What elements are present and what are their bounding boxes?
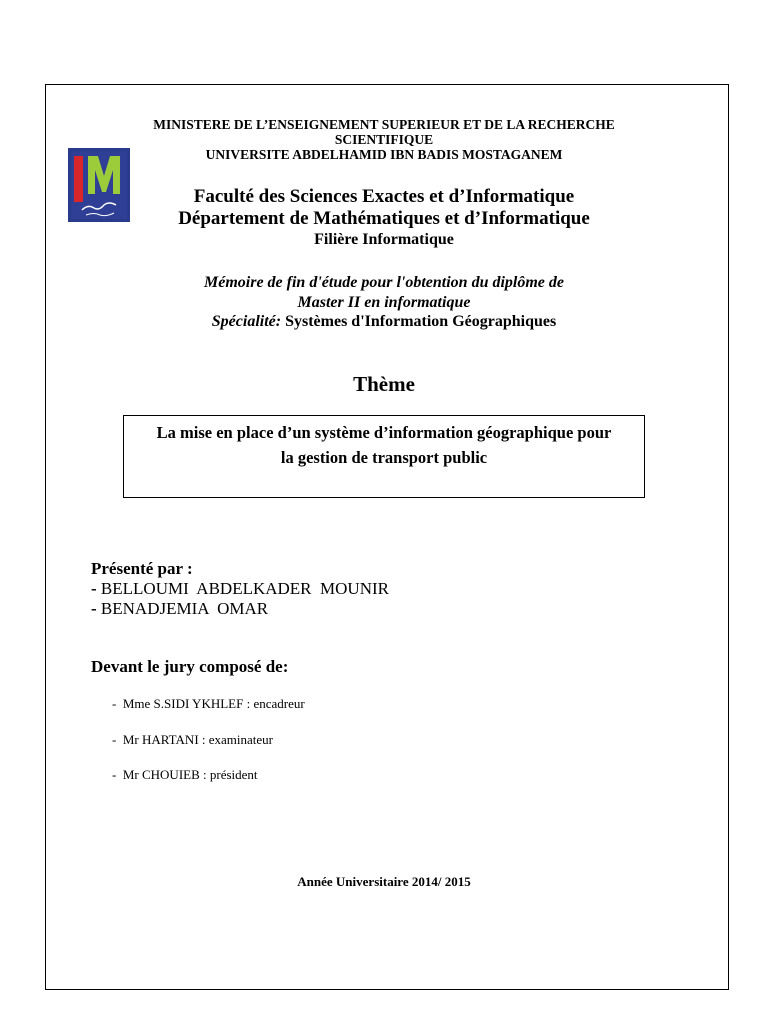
author-1-name: BELLOUMI ABDELKADER MOUNIR	[100, 579, 389, 598]
filiere: Filière Informatique	[314, 231, 454, 248]
memoire-line-2: Master II en informatique	[297, 293, 471, 311]
ministry-line-1: MINISTERE DE L’ENSEIGNEMENT SUPERIEUR ET DE LA RECHERCHE	[153, 117, 615, 132]
memoire-line-1: Mémoire de fin d'étude pour l'obtention du diplôme de	[204, 274, 564, 291]
theme-line-2: la gestion de transport public	[280, 448, 488, 467]
presented-by-block	[91, 559, 389, 619]
faculty-name: Faculté des Sciences Exactes et d’Informatique	[193, 186, 575, 207]
jury-member-1: - Mme S.SIDI YKHLEF : encadreur	[112, 696, 305, 711]
jury-member-3-text: Mr CHOUIEB : président	[122, 767, 258, 782]
academic-year: Année Universitaire 2014/ 2015	[297, 874, 471, 889]
jury-member-3: - Mr CHOUIEB : président	[112, 767, 258, 782]
specialite-value: Systèmes d'Information Géographiques	[285, 313, 557, 330]
specialite-line	[0, 312, 768, 332]
specialite-label: Spécialité:	[211, 313, 282, 330]
department-name: Département de Mathématiques et d’Informatique	[178, 208, 590, 229]
jury-member-1-text: Mme S.SIDI YKHLEF : encadreur	[122, 696, 305, 711]
ministry-line-2: SCIENTIFIQUE	[334, 132, 434, 147]
theme-title: Thème	[353, 372, 415, 396]
theme-box	[123, 415, 645, 498]
university-name: UNIVERSITE ABDELHAMID IBN BADIS MOSTAGANEM	[205, 147, 563, 162]
author-2-name: BENADJEMIA OMAR	[100, 599, 269, 618]
presented-by-heading: Présenté par :	[91, 559, 193, 578]
jury-heading: Devant le jury composé de:	[91, 657, 289, 676]
jury-member-2: - Mr HARTANI : examinateur	[112, 732, 274, 747]
theme-line-1: La mise en place d’un système d’information géographique pour	[156, 423, 612, 442]
memoire-block	[0, 273, 768, 332]
faculty-block	[0, 186, 768, 230]
author-1: - BELLOUMI ABDELKADER MOUNIR	[91, 579, 389, 598]
jury-member-2-text: Mr HARTANI : examinateur	[122, 732, 274, 747]
author-2: - BENADJEMIA OMAR	[91, 599, 269, 618]
